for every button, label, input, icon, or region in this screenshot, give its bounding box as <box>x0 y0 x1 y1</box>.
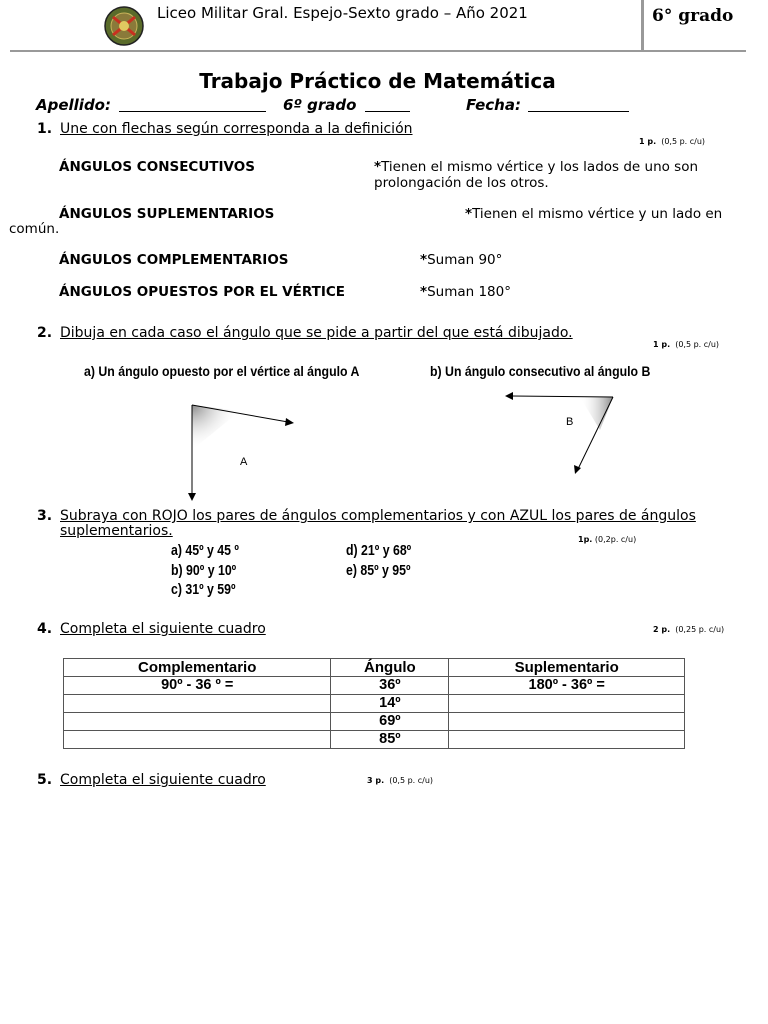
q2-points: 1 p. (0,5 p. c/u) <box>653 340 720 349</box>
cell-complementario[interactable]: 90º - 36 º = <box>64 677 331 695</box>
q5-text: Completa el siguiente cuadro <box>60 772 266 788</box>
q2-text: Dibuja en cada caso el ángulo que se pide a partir del que está dibujado. <box>60 325 573 341</box>
q2-number: 2. <box>37 325 53 341</box>
q2-label-b: b) Un ángulo consecutivo al ángulo B <box>430 363 651 379</box>
table-header-row <box>64 659 685 677</box>
cell-complementario[interactable] <box>64 713 331 731</box>
q4-points: 2 p. (0,25 p. c/u) <box>653 625 725 634</box>
cell-angulo: 69º <box>331 713 449 731</box>
def-consecutivos: *Tienen el mismo vértice y los lados de uno son <box>374 159 699 175</box>
def-consecutivos-line2: prolongación de los otros. <box>374 175 549 191</box>
q5-points: 3 p. (0,5 p. c/u) <box>367 776 434 785</box>
apellido-label: Apellido: <box>36 96 111 114</box>
header-rule <box>10 50 746 52</box>
cell-suplementario[interactable] <box>449 731 685 749</box>
cell-complementario[interactable] <box>64 695 331 713</box>
angles-table <box>63 658 685 749</box>
grado-field[interactable] <box>365 99 410 112</box>
option-b[interactable]: b) 90º y 10º <box>171 563 237 579</box>
option-a[interactable]: a) 45º y 45 º <box>171 543 239 559</box>
q5-number: 5. <box>37 772 53 788</box>
page-title: Trabajo Práctico de Matemática <box>199 69 556 93</box>
school-logo <box>104 6 144 46</box>
cell-suplementario[interactable] <box>449 695 685 713</box>
angle-b-label: B <box>566 416 574 428</box>
school-header: Liceo Militar Gral. Espejo-Sexto grado – Año 2021 <box>157 4 528 22</box>
term-suplementarios: ÁNGULOS SUPLEMENTARIOS <box>59 206 275 222</box>
q1-text: Une con flechas según corresponda a la definición <box>60 121 413 137</box>
angle-a-label: A <box>240 456 248 468</box>
cell-complementario[interactable] <box>64 731 331 749</box>
table-row <box>64 713 685 731</box>
cell-suplementario[interactable]: 180º - 36º = <box>449 677 685 695</box>
header-angulo: Ángulo <box>331 659 449 677</box>
def-suman-180: *Suman 180° <box>420 284 511 300</box>
q4-text: Completa el siguiente cuadro <box>60 621 266 637</box>
q4-number: 4. <box>37 621 53 637</box>
table-row <box>64 695 685 713</box>
fecha-label: Fecha: <box>466 96 521 114</box>
angle-b-figure <box>500 385 630 480</box>
fecha-field[interactable] <box>528 99 629 112</box>
grado-label: 6º grado <box>283 96 357 114</box>
angle-a-figure <box>170 395 310 505</box>
table-row <box>64 677 685 695</box>
header-divider <box>641 0 644 50</box>
header-complementario: Complementario <box>64 659 331 677</box>
q3-text-line2: suplementarios. <box>60 523 173 539</box>
q3-points: 1p. (0,2p. c/u) <box>578 535 637 544</box>
cell-angulo: 85º <box>331 731 449 749</box>
option-c[interactable]: c) 31º y 59º <box>171 582 236 598</box>
def-suman-90: *Suman 90° <box>420 252 503 268</box>
q3-text: Subraya con ROJO los pares de ángulos complementarios y con AZUL los pares de ángulos <box>60 508 696 524</box>
term-consecutivos: ÁNGULOS CONSECUTIVOS <box>59 159 255 175</box>
def-vertice-lado-line2: común. <box>9 221 60 237</box>
option-e[interactable]: e) 85º y 95º <box>346 563 411 579</box>
q2-label-a: a) Un ángulo opuesto por el vértice al ángulo A <box>84 363 360 379</box>
q1-points: 1 p. (0,5 p. c/u) <box>639 137 706 146</box>
term-opuestos: ÁNGULOS OPUESTOS POR EL VÉRTICE <box>59 284 346 300</box>
option-d[interactable]: d) 21º y 68º <box>346 543 412 559</box>
header-suplementario: Suplementario <box>449 659 685 677</box>
def-vertice-lado: *Tienen el mismo vértice y un lado en <box>465 206 723 222</box>
grade-label: 6° grado <box>652 6 734 26</box>
q1-number: 1. <box>37 121 53 137</box>
table-row <box>64 731 685 749</box>
cell-angulo: 14º <box>331 695 449 713</box>
apellido-field[interactable] <box>119 99 266 112</box>
cell-angulo: 36º <box>331 677 449 695</box>
cell-suplementario[interactable] <box>449 713 685 731</box>
term-complementarios: ÁNGULOS COMPLEMENTARIOS <box>59 252 289 268</box>
q3-number: 3. <box>37 508 53 524</box>
